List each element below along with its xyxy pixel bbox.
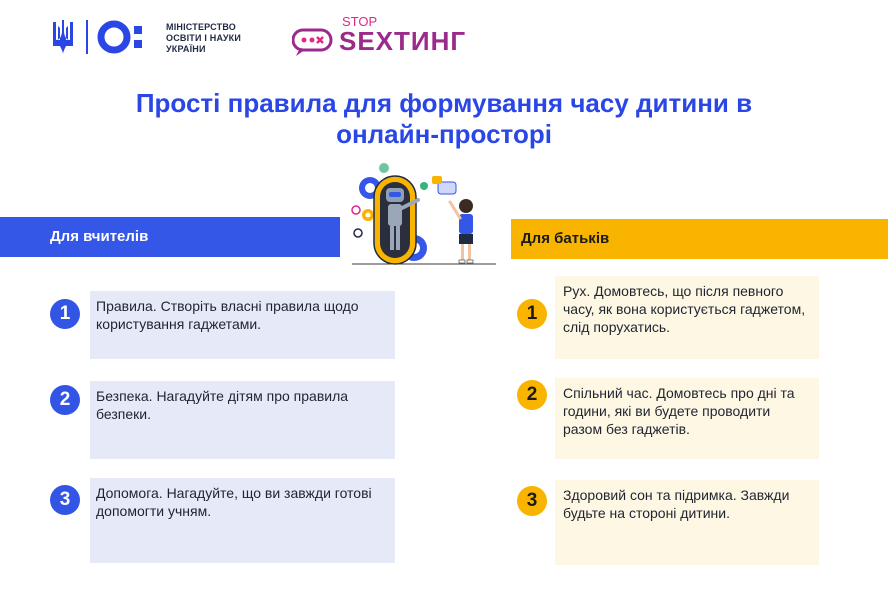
title-line-1: Прості правила для формування часу дитини в: [135, 88, 753, 118]
parents-number-2: 2: [517, 380, 547, 410]
clock-icon: [354, 229, 362, 237]
robot-child-illustration: [346, 160, 506, 268]
emoji-icon: [352, 206, 360, 214]
teachers-rule-1: Правила. Створіть власні правила щодо користування гаджетами.: [90, 291, 395, 359]
ministry-line-1: МІНІСТЕРСТВО: [166, 22, 237, 32]
ministry-name: [166, 22, 276, 55]
teachers-rule-2: Безпека. Нагадуйте дітям про правила безпеки.: [90, 381, 395, 459]
teachers-header: Для вчителів: [0, 217, 340, 257]
stop-sexting-logo: [292, 12, 492, 58]
campaign-name: SEXТИНГ: [339, 26, 467, 56]
ministry-line-3: УКРАЇНИ: [166, 44, 206, 54]
teachers-rule-3: Допомога. Нагадуйте, що ви завжди готові допомогти учням.: [90, 478, 395, 563]
teachers-number-3: 3: [50, 485, 80, 515]
globe-icon: [379, 163, 389, 173]
ministry-line-2: ОСВІТИ І НАУКИ: [166, 33, 241, 43]
parents-rule-3: Здоровий сон та підримка. Завжди будьте на стороні дитини.: [555, 480, 819, 565]
page-title: [40, 88, 848, 150]
chat-bubble-icon: [293, 30, 331, 56]
child-figure-icon: [450, 199, 473, 263]
teachers-number-2: 2: [50, 385, 80, 415]
parents-rule-2: Спільний час. Домовтесь про дні та години, які ви будете проводити разом без гаджетів.: [555, 378, 819, 459]
parents-rule-1: Рух. Домовтесь, що після певного часу, як вона користується гаджетом, слід порухатись.: [555, 276, 819, 359]
parents-number-1: 1: [517, 299, 547, 329]
small-gear-icon: [362, 209, 374, 221]
mon-emblem-icon: [101, 24, 142, 50]
teachers-number-1: 1: [50, 299, 80, 329]
phone-icon: [420, 182, 428, 190]
trident-icon: [53, 20, 73, 54]
title-line-2: онлайн-просторі: [336, 119, 552, 149]
parents-header: Для батьків: [511, 219, 888, 259]
stop-label: STOP: [342, 14, 378, 29]
parents-number-3: 3: [517, 486, 547, 516]
